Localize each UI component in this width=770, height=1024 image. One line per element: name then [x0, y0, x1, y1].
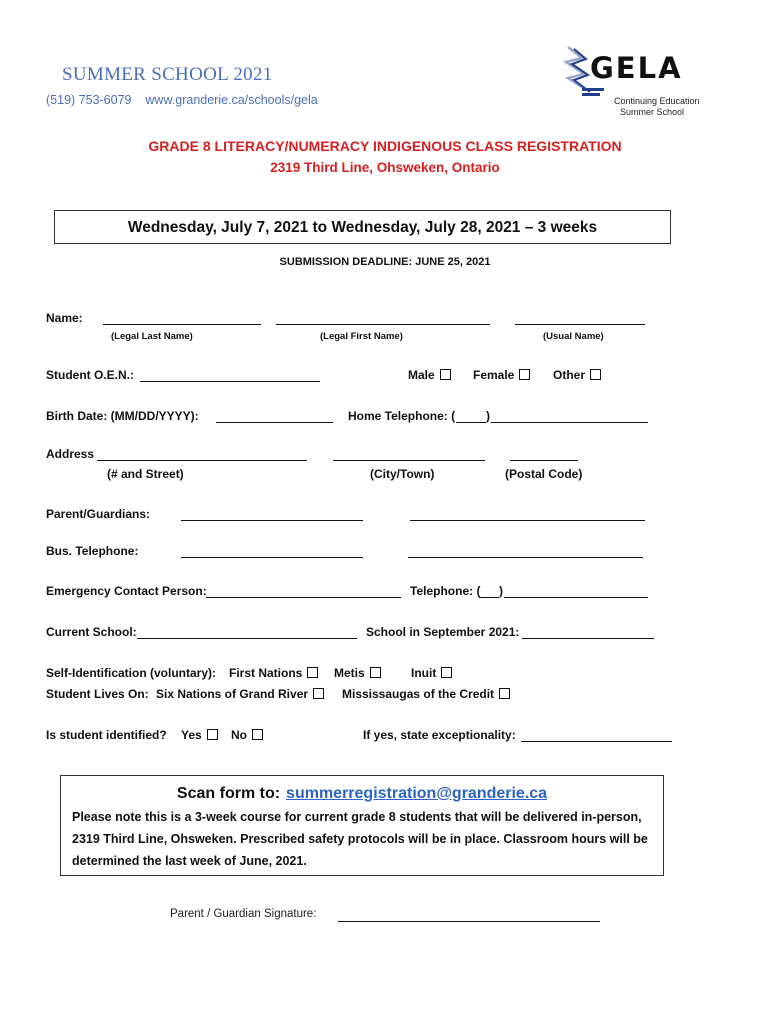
student-lives-on-label: Student Lives On: — [46, 687, 149, 701]
registration-heading: GRADE 8 LITERACY/NUMERACY INDIGENOUS CLASS REGISTRATION — [148, 138, 622, 154]
home-telephone-field[interactable] — [491, 410, 648, 423]
september-school-label: School in September 2021: — [366, 625, 520, 639]
home-area-code-field[interactable] — [456, 410, 486, 423]
metis-checkbox[interactable] — [370, 667, 381, 678]
parent-guardian-1-field[interactable] — [181, 508, 363, 521]
registration-email-link[interactable]: summerregistration@granderie.ca — [286, 785, 548, 802]
location-heading: 2319 Third Line, Ohsweken, Ontario — [270, 160, 500, 175]
website-link[interactable]: www.granderie.ca/schools/gela — [145, 93, 318, 107]
address-label: Address — [46, 447, 95, 461]
emergency-contact-field[interactable] — [206, 585, 401, 598]
logo-subtitle-2: Summer School — [620, 107, 685, 117]
yes-option[interactable]: Yes — [181, 728, 218, 742]
city-field[interactable] — [333, 448, 485, 461]
inuit-option[interactable]: Inuit — [411, 666, 452, 680]
first-nations-option[interactable]: First Nations — [229, 666, 318, 680]
submission-deadline: SUBMISSION DEADLINE: JUNE 25, 2021 — [279, 256, 491, 268]
birth-date-field[interactable] — [216, 410, 333, 423]
male-option[interactable]: Male — [408, 368, 451, 382]
six-nations-option[interactable]: Six Nations of Grand River — [156, 687, 324, 701]
inuit-checkbox[interactable] — [441, 667, 452, 678]
bus-telephone-label: Bus. Telephone: — [46, 544, 139, 558]
exceptionality-label: If yes, state exceptionality: — [363, 728, 516, 742]
other-checkbox[interactable] — [590, 369, 601, 380]
phone-number: (519) 753-6079 — [46, 93, 132, 107]
page-title: SUMMER SCHOOL 2021 — [62, 64, 273, 85]
parent-guardians-label: Parent/Guardians: — [46, 507, 151, 521]
street-caption: (# and Street) — [107, 467, 184, 481]
legal-first-name-caption: (Legal First Name) — [320, 331, 403, 342]
metis-option[interactable]: Metis — [334, 666, 381, 680]
gela-logo — [560, 42, 700, 120]
mississaugas-checkbox[interactable] — [499, 688, 510, 699]
logo-text: GELA — [590, 51, 683, 85]
emergency-telephone-field[interactable] — [504, 585, 648, 598]
usual-name-field[interactable] — [515, 312, 645, 325]
street-field[interactable] — [97, 448, 307, 461]
bus-telephone-1-field[interactable] — [181, 545, 363, 558]
city-caption: (City/Town) — [370, 467, 435, 481]
self-identification-label: Self-Identification (voluntary): — [46, 666, 217, 680]
scan-form-line — [60, 785, 664, 803]
identified-label: Is student identified? — [46, 728, 167, 742]
birth-date-label: Birth Date: (MM/DD/YYYY): — [46, 409, 199, 423]
bus-telephone-2-field[interactable] — [408, 545, 643, 558]
current-school-label: Current School: — [46, 625, 137, 639]
course-note: Please note this is a 3-week course for current grade 8 students that will be delivered in-person, 2319 Third Line, Ohsweken. Prescribed safety protocols will be in place. Classroom hours will be determined the last week of June, 2021. — [72, 810, 648, 868]
other-option[interactable]: Other — [553, 368, 601, 382]
signature-line — [170, 908, 316, 920]
logo-subtitle-1: Continuing Education — [614, 96, 700, 106]
course-dates: Wednesday, July 7, 2021 to Wednesday, July 28, 2021 – 3 weeks — [127, 219, 598, 236]
no-option[interactable]: No — [231, 728, 263, 742]
oen-label: Student O.E.N.: — [46, 368, 134, 382]
emergency-area-code-field[interactable] — [479, 585, 499, 598]
exceptionality-field[interactable] — [521, 729, 672, 742]
six-nations-checkbox[interactable] — [313, 688, 324, 699]
no-checkbox[interactable] — [252, 729, 263, 740]
home-telephone-label: Home Telephone: ( — [348, 409, 456, 423]
name-label: Name: — [46, 311, 83, 325]
female-checkbox[interactable] — [519, 369, 530, 380]
female-option[interactable]: Female — [473, 368, 530, 382]
mississaugas-option[interactable]: Mississaugas of the Credit — [342, 687, 510, 701]
postal-code-field[interactable] — [510, 448, 578, 461]
legal-first-name-field[interactable] — [276, 312, 490, 325]
parent-guardian-2-field[interactable] — [410, 508, 645, 521]
current-school-field[interactable] — [137, 626, 357, 639]
usual-name-caption: (Usual Name) — [543, 331, 604, 342]
header-contact — [46, 93, 318, 107]
scan-form-label: Scan form to: — [176, 785, 281, 802]
legal-last-name-caption: (Legal Last Name) — [111, 331, 193, 342]
first-nations-checkbox[interactable] — [307, 667, 318, 678]
emergency-telephone-label: Telephone: ( — [410, 584, 481, 598]
signature-label: Parent / Guardian Signature: — [170, 908, 317, 920]
signature-field[interactable] — [338, 909, 600, 922]
emergency-contact-label: Emergency Contact Person: — [46, 584, 207, 598]
september-school-field[interactable] — [522, 626, 654, 639]
oen-field[interactable] — [140, 369, 320, 382]
yes-checkbox[interactable] — [207, 729, 218, 740]
male-checkbox[interactable] — [440, 369, 451, 380]
legal-last-name-field[interactable] — [103, 312, 261, 325]
postal-code-caption: (Postal Code) — [505, 467, 583, 481]
lightning-icon — [566, 47, 590, 92]
